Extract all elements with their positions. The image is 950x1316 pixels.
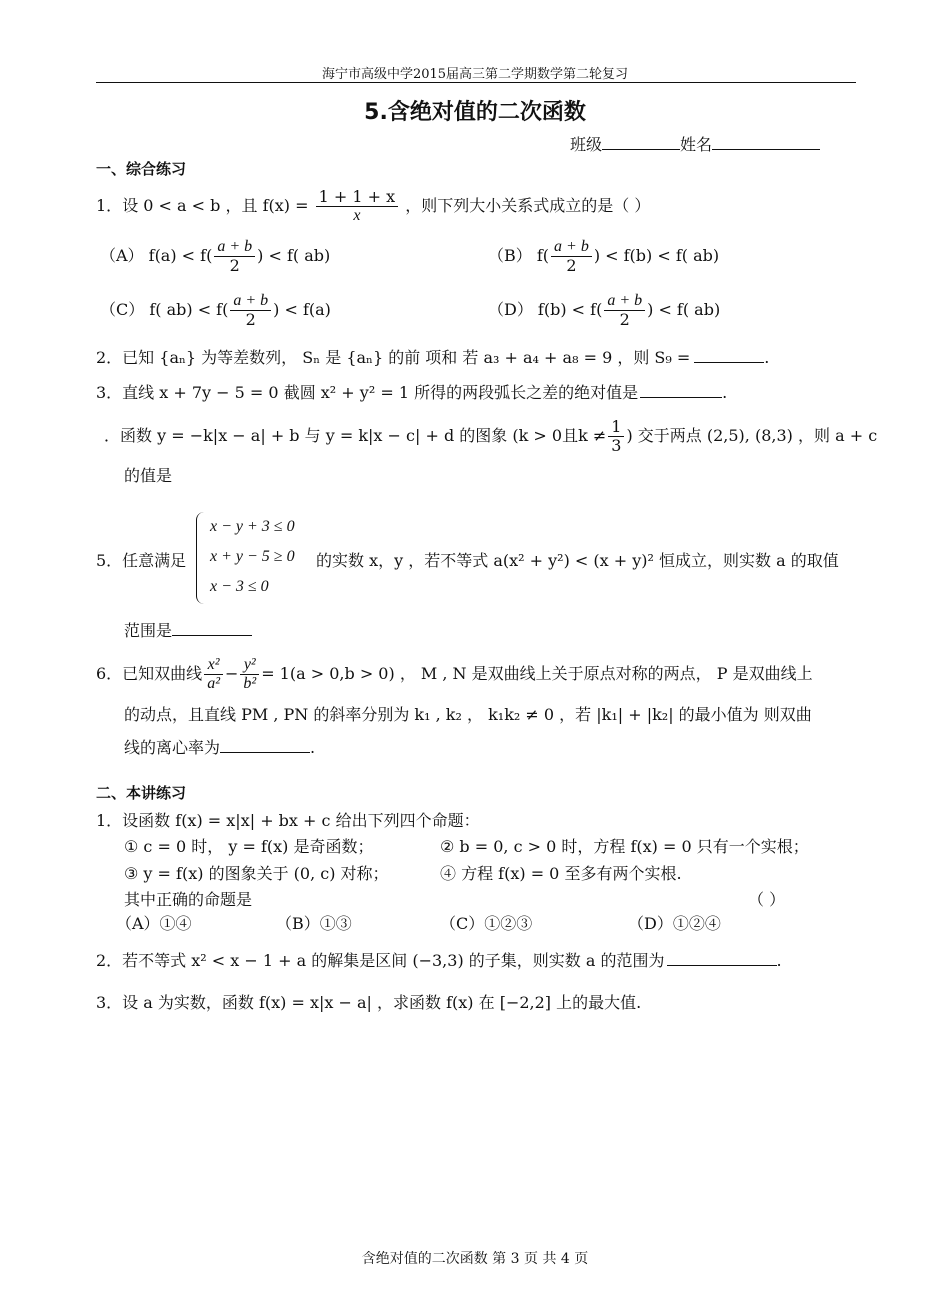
frac-num: a + b	[551, 238, 592, 257]
q1-fraction	[316, 188, 399, 225]
opt-b-frac	[551, 238, 592, 275]
q2-text: 2．已知 {aₙ} 为等差数列， Sₙ 是 {aₙ} 的前 项和 若 a₃ + a₄ + a₈ = 9 ，则 S₉ =	[96, 348, 691, 367]
q5-tail: 范围是	[124, 621, 173, 640]
q1-frac-den: x	[353, 207, 361, 224]
frac-den: b²	[243, 675, 257, 692]
s2-q1-ask: 其中正确的命题是	[124, 890, 253, 909]
q1-text-a: 设 0 < a < b ，且 f(x) =	[122, 196, 309, 215]
q5-tail-line	[124, 618, 252, 641]
name-blank[interactable]	[712, 135, 820, 150]
s2-q1-p3: ③ y = f(x) 的图象关于 (0, c) 对称；	[124, 864, 389, 883]
q4-frac-den: 3	[611, 436, 622, 455]
opt-c-frac	[230, 292, 271, 329]
s1-q1-stem	[96, 188, 650, 225]
q5-line1: x − y + 3 ≤ 0	[210, 518, 295, 535]
q4-text-a: ．函数 y = −k|x − a| + b 与 y = k|x − c| + d 的图象 (k > 0且k ≠	[104, 426, 607, 445]
q2-answer-blank[interactable]	[694, 348, 764, 363]
q5-line3: x − 3 ≤ 0	[210, 578, 269, 595]
opt-c-text: （C） f( ab) < f(	[100, 300, 229, 319]
q1-option-b	[488, 238, 719, 275]
q4-tail: 的值是	[124, 466, 173, 485]
opt-b-text: （B） f(	[488, 246, 550, 265]
q1-frac-num: 1 + 1 + x	[316, 188, 399, 207]
s2-q1-paren: （ ）	[748, 890, 786, 909]
q6-rest: = 1(a > 0,b > 0) ， M , N 是双曲线上关于原点对称的两点， P 是双曲线上	[261, 664, 813, 683]
s2-q1-p4: ④ 方程 f(x) = 0 至多有两个实根.	[440, 864, 682, 883]
q1-option-a	[100, 238, 330, 275]
s1-q3: 3．直线 x + 7y − 5 = 0 截圆 x² + y² = 1 所得的两段弧长之差的绝对值是 .	[96, 383, 728, 402]
q5-brace	[196, 512, 207, 604]
header-rule	[96, 82, 856, 83]
opt-a-frac	[214, 238, 255, 275]
frac-den: a²	[207, 675, 220, 692]
class-label: 班级	[570, 135, 603, 154]
page-footer: 含绝对值的二次函数 第 3 页 共 4 页	[361, 1251, 589, 1267]
opt-d-frac	[604, 292, 645, 329]
q4-fraction	[608, 418, 624, 455]
q5-line2: x + y − 5 ≥ 0	[210, 548, 295, 565]
frac-num: x²	[204, 656, 223, 675]
q3-text: 3．直线 x + 7y − 5 = 0 截圆 x² + y² = 1 所得的两段弧长之差的绝对值是	[96, 383, 639, 402]
q1-option-d	[488, 292, 720, 329]
opt-b-end: ) < f(b) < f( ab)	[593, 246, 720, 265]
s2-q2-answer-blank[interactable]	[667, 951, 777, 966]
frac-den: 2	[229, 256, 240, 275]
frac-num: a + b	[230, 292, 271, 311]
frac-num: a + b	[604, 292, 645, 311]
s2-q1-opt-b: （B）①③	[276, 914, 352, 933]
s2-q2-text: 2．若不等式 x² < x − 1 + a 的解集是区间 (−3,3) 的子集，则实数 a 的范围为	[96, 951, 665, 970]
s1-q2: 2．已知 {aₙ} 为等差数列， Sₙ 是 {aₙ} 的前 项和 若 a₃ + a₄ + a₈ = 9 ，则 S₉ = .	[96, 348, 770, 367]
page-header: 海宁市高级中学2015届高三第二学期数学第二轮复习	[321, 67, 629, 82]
frac-num: a + b	[214, 238, 255, 257]
q3-answer-blank[interactable]	[640, 383, 722, 398]
q6-frac-x	[204, 656, 223, 693]
class-name-fields	[570, 132, 820, 155]
q1-option-c	[100, 292, 331, 329]
s2-q1-p2: ② b = 0, c > 0 时，方程 f(x) = 0 只有一个实根；	[440, 837, 809, 856]
s1-q4	[104, 418, 877, 455]
q1-text-b: ，则下列大小关系式成立的是（ ）	[405, 196, 651, 215]
s2-q1-opt-c: （C）①②③	[440, 914, 533, 933]
q6-lead: 6．已知双曲线	[96, 664, 203, 683]
frac-den: 2	[245, 310, 256, 329]
class-blank[interactable]	[602, 135, 680, 150]
opt-d-text: （D） f(b) < f(	[488, 300, 603, 319]
page-title: 5.含绝对值的二次函数	[364, 100, 586, 125]
s1-q6-line3: 线的离心率为 .	[124, 738, 316, 757]
s2-q1-stem: 1．设函数 f(x) = x|x| + bx + c 给出下列四个命题：	[96, 811, 480, 830]
q6-minus: −	[224, 664, 239, 683]
frac-num: y²	[240, 656, 259, 675]
s2-q1-p1: ① c = 0 时， y = f(x) 是奇函数；	[124, 837, 374, 856]
frac-den: 2	[619, 310, 630, 329]
s2-q1-opt-a: （A）①④	[116, 914, 192, 933]
opt-c-end: ) < f(a)	[273, 300, 331, 319]
s2-q1-opt-d: （D）①②④	[628, 914, 721, 933]
opt-a-end: ) < f( ab)	[257, 246, 331, 265]
q4-text-b: ) 交于两点 (2,5), (8,3) ，则 a + c	[626, 426, 878, 445]
opt-d-end: ) < f( ab)	[647, 300, 721, 319]
name-label: 姓名	[680, 135, 713, 154]
frac-den: 2	[566, 256, 577, 275]
s1-q6-line2: 的动点，且直线 PM , PN 的斜率分别为 k₁ , k₂ ， k₁k₂ ≠ 0 ，若 |k₁| + |k₂| 的最小值为 则双曲	[124, 705, 812, 724]
s2-q3: 3．设 a 为实数，函数 f(x) = x|x − a| ，求函数 f(x) 在 [−2,2] 上的最大值.	[96, 993, 642, 1012]
opt-a-text: （A） f(a) < f(	[100, 246, 213, 265]
s2-q2: 2．若不等式 x² < x − 1 + a 的解集是区间 (−3,3) 的子集，则实数 a 的范围为 .	[96, 951, 782, 970]
q1-number: 1．	[96, 196, 123, 215]
q6-line3: 线的离心率为	[124, 738, 221, 757]
q6-frac-y	[240, 656, 259, 693]
q5-answer-blank[interactable]	[172, 621, 252, 636]
section1-heading: 一、综合练习	[96, 160, 187, 178]
q6-answer-blank[interactable]	[220, 738, 310, 753]
section2-heading: 二、本讲练习	[96, 784, 187, 802]
s1-q6-line1	[96, 656, 813, 693]
q5-after: 的实数 x，y ，若不等式 a(x² + y²) < (x + y)² 恒成立，则实数 a 的取值	[316, 551, 839, 570]
q5-lead: 5．任意满足	[96, 551, 187, 570]
q4-frac-num: 1	[608, 418, 624, 437]
